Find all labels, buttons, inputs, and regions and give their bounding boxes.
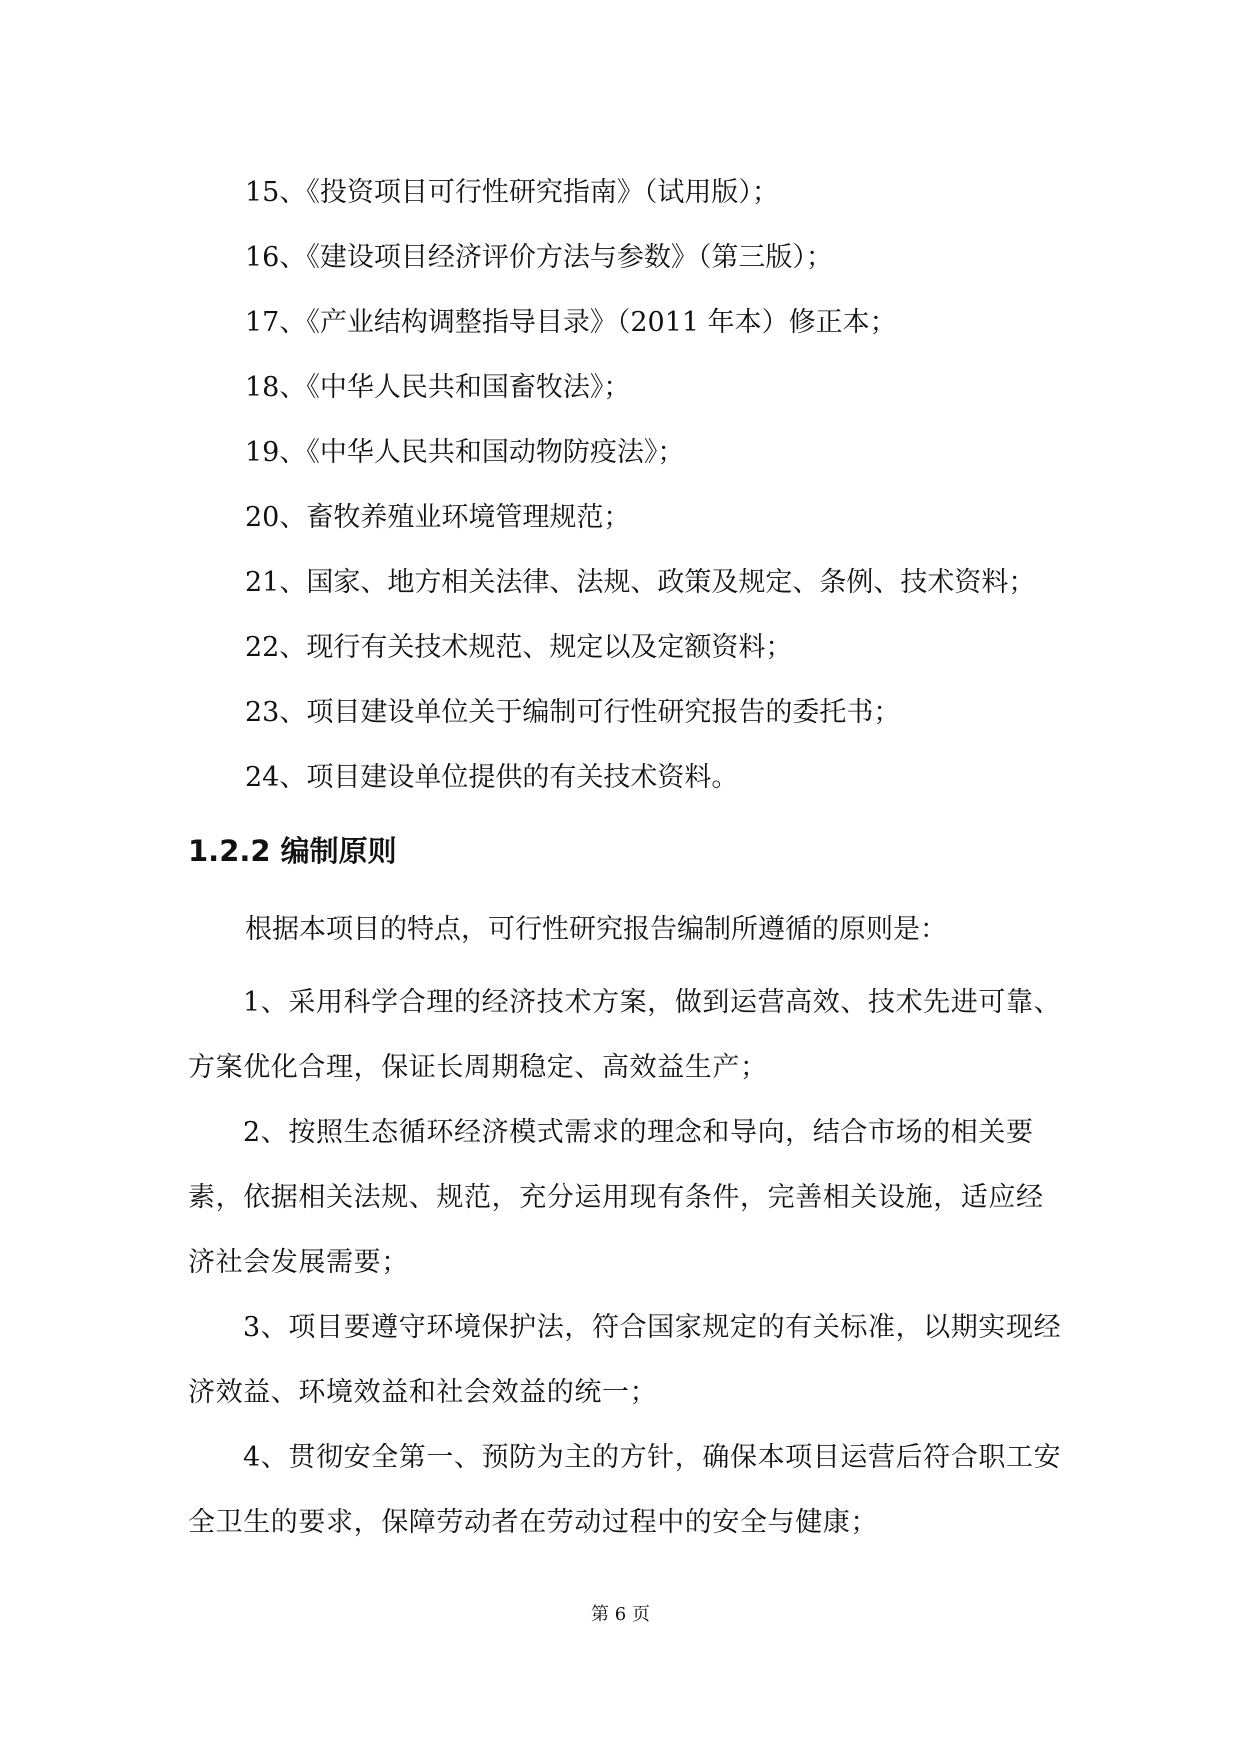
reference-item: 15、《投资项目可行性研究指南》（试用版）；	[245, 177, 779, 208]
page-number: 第 6 页	[591, 1604, 650, 1625]
reference-item: 18、《中华人民共和国畜牧法》；	[245, 372, 631, 403]
principle-paragraph: 4、贯彻安全第一、预防为主的方针，确保本项目运营后符合职工安全卫生的要求，保障劳动者在劳动过程中的安全与健康；	[188, 1442, 1062, 1538]
reference-item: 21、国家、地方相关法律、法规、政策及规定、条例、技术资料；	[245, 567, 1036, 598]
reference-item: 23、项目建设单位关于编制可行性研究报告的委托书；	[245, 697, 901, 728]
section-heading: 1.2.2 编制原则	[188, 834, 397, 868]
principle-paragraph: 1、采用科学合理的经济技术方案，做到运营高效、技术先进可靠、方案优化合理，保证长周期稳定、高效益生产；	[188, 987, 1062, 1083]
reference-list	[245, 168, 1035, 818]
section-intro: 根据本项目的特点，可行性研究报告编制所遵循的原则是：	[245, 914, 947, 945]
reference-item: 20、畜牧养殖业环境管理规范；	[245, 502, 631, 533]
reference-item: 24、项目建设单位提供的有关技术资料。	[245, 762, 739, 793]
reference-item: 22、现行有关技术规范、规定以及定额资料；	[245, 632, 793, 663]
principle-paragraph: 2、按照生态循环经济模式需求的理念和导向，结合市场的相关要素，依据相关法规、规范，充分运用现有条件，完善相关设施，适应经济社会发展需要；	[188, 1117, 1044, 1278]
reference-item: 17、《产业结构调整指导目录》（2011 年本）修正本；	[245, 307, 897, 338]
principles-body	[188, 970, 1068, 1555]
principle-paragraph: 3、项目要遵守环境保护法，符合国家规定的有关标准，以期实现经济效益、环境效益和社会效益的统一；	[188, 1312, 1062, 1408]
reference-item: 19、《中华人民共和国动物防疫法》；	[245, 437, 685, 468]
reference-item: 16、《建设项目经济评价方法与参数》（第三版）；	[245, 242, 833, 273]
